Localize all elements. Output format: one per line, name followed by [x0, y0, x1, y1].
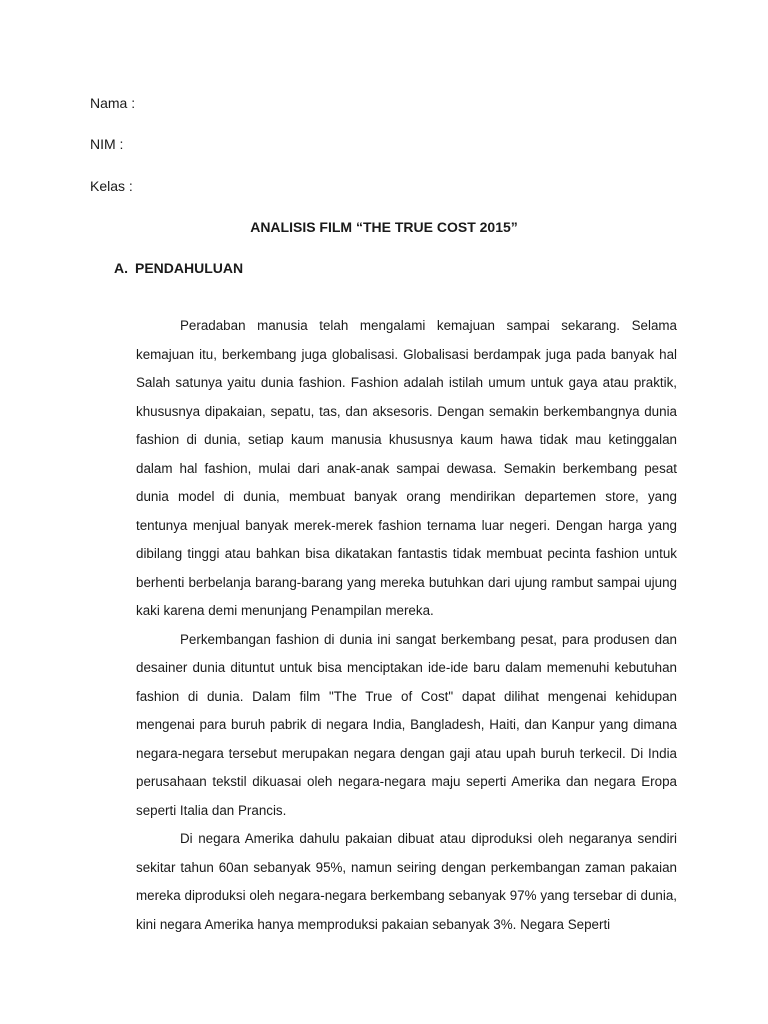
section-number: A.	[114, 260, 128, 276]
class-field-label: Kelas :	[90, 178, 133, 194]
body-text	[136, 312, 677, 939]
paragraph-1: Peradaban manusia telah mengalami kemajuan sampai sekarang. Selama kemajuan itu, berkembang juga globalisasi. Globalisasi berdampak juga pada banyak hal Salah satunya yaitu dunia fashion. Fashion adalah istilah umum untuk gaya atau praktik, khususnya dipakaian, sepatu, tas, dan aksesoris. Dengan semakin berkembangnya dunia fashion di dunia, setiap kaum manusia khususnya kaum hawa tidak mau ketinggalan dalam hal fashion, mulai dari anak-anak sampai dewasa. Semakin berkembang pesat dunia model di dunia, membuat banyak orang mendirikan departemen store, yang tentunya menjual banyak merek-merek fashion ternama luar negeri. Dengan harga yang dibilang tinggi atau bahkan bisa dikatakan fantastis tidak membuat pecinta fashion untuk berhenti berbelanja barang-barang yang mereka butuhkan dari ujung rambut sampai ujung kaki karena demi menunjang Penampilan mereka.	[136, 318, 677, 618]
name-field-label: Nama :	[90, 95, 136, 111]
section-heading	[114, 259, 243, 277]
paragraph-2: Perkembangan fashion di dunia ini sangat berkembang pesat, para produsen dan desainer dunia dituntut untuk bisa menciptakan ide-ide baru dalam memenuhi kebutuhan fashion di dunia. Dalam film "The True of Cost" dapat dilihat mengenai kehidupan mengenai para buruh pabrik di negara India, Bangladesh, Haiti, dan Kanpur yang dimana negara-negara tersebut merupakan negara dengan gaji atau upah buruh terkecil. Di India perusahaan tekstil dikuasai oleh negara-negara maju seperti Amerika dan negara Eropa seperti Italia dan Prancis.	[136, 631, 677, 818]
nim-field-label: NIM :	[90, 136, 124, 152]
section-title: PENDAHULUAN	[135, 260, 244, 276]
document-title: ANALISIS FILM “THE TRUE COST 2015”	[250, 219, 518, 235]
paragraph-3: Di negara Amerika dahulu pakaian dibuat atau diproduksi oleh negaranya sendiri sekitar tahun 60an sebanyak 95%, namun seiring dengan perkembangan zaman pakaian mereka diproduksi oleh negara-negara berkembang sebanyak 97% yang tersebar di dunia, kini negara Amerika hanya memproduksi pakaian sebanyak 3%. Negara Seperti	[136, 831, 677, 932]
